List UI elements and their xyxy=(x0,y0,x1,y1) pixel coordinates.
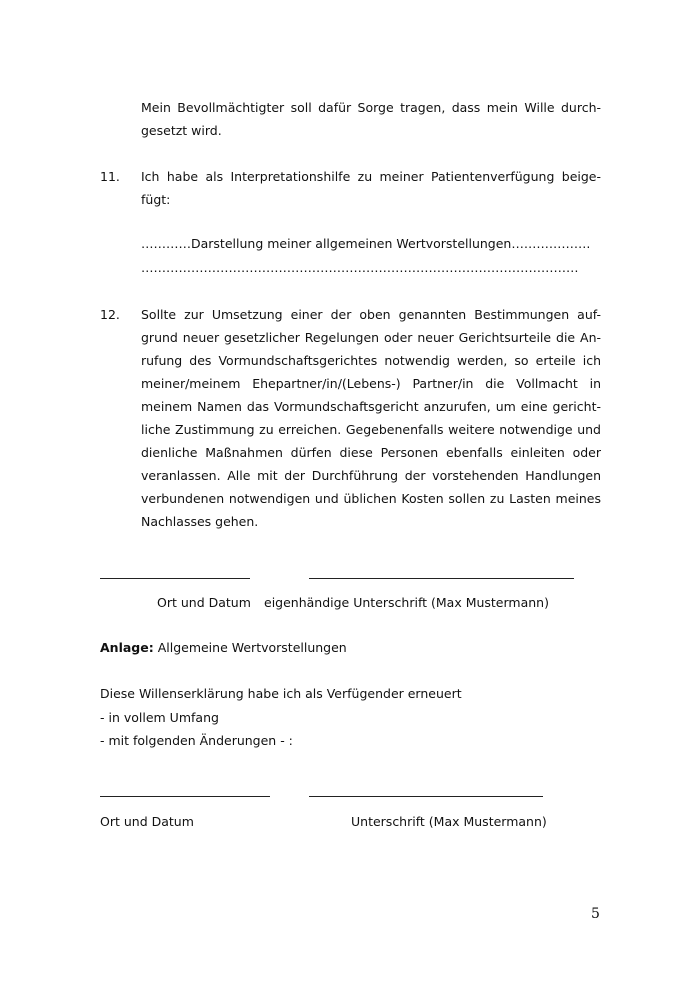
item-12-line-8: veranlassen. Alle mit der Durchführung der vorstehenden Handlungen xyxy=(141,468,601,483)
renewal-line-2: - in vollem Umfang xyxy=(100,710,219,725)
item-12-line-10: Nachlasses gehen. xyxy=(141,514,259,529)
item-11-number: 11. xyxy=(100,169,120,184)
renewal-line-3: - mit folgenden Änderungen - : xyxy=(100,733,293,748)
place-date-signature-line-2 xyxy=(100,796,270,797)
signature-label-2: Unterschrift (Max Mustermann) xyxy=(351,814,547,829)
item-11-paragraph xyxy=(141,165,601,211)
intro-line-1: Mein Bevollmächtigter soll dafür Sorge tragen, dass mein Wille durch- xyxy=(141,100,601,115)
item-12-line-3: rufung des Vormundschaftsgerichtes notwendig werden, so erteile ich xyxy=(141,353,601,368)
place-date-signature-line-1 xyxy=(100,578,250,579)
place-date-label-1: Ort und Datum xyxy=(157,595,251,610)
item-12-line-5: meinem Namen das Vormundschaftsgericht anzurufen, um eine gericht- xyxy=(141,399,601,414)
attachment-label: Anlage: xyxy=(100,640,154,655)
item-11-line-2: fügt: xyxy=(141,192,171,207)
item-12-paragraph xyxy=(141,303,601,533)
item-11-dotted-line-1: …………Darstellung meiner allgemeinen Wertvorstellungen………………. xyxy=(141,236,591,251)
signature-line-1 xyxy=(309,578,574,579)
item-11-line-1: Ich habe als Interpretationshilfe zu meiner Patientenverfügung beige- xyxy=(141,169,601,184)
item-12-number: 12. xyxy=(100,307,120,322)
intro-line-2: gesetzt wird. xyxy=(141,123,222,138)
item-12-line-2: grund neuer gesetzlicher Regelungen oder neuer Gerichtsurteile die An- xyxy=(141,330,601,345)
page-number: 5 xyxy=(591,906,600,922)
item-12-line-7: dienliche Maßnahmen dürfen diese Personen ebenfalls einleiten oder xyxy=(141,445,601,460)
item-11-dotted-line-2: …………………………………………………………………………………………… xyxy=(141,260,579,275)
intro-paragraph xyxy=(141,96,601,142)
renewal-line-1: Diese Willenserklärung habe ich als Verfügender erneuert xyxy=(100,686,462,701)
attachment-text: Allgemeine Wertvorstellungen xyxy=(153,640,347,655)
attachment-line xyxy=(100,640,347,655)
item-12-line-4: meiner/meinem Ehepartner/in/(Lebens-) Partner/in die Vollmacht in xyxy=(141,376,601,391)
place-date-label-2: Ort und Datum xyxy=(100,814,194,829)
signature-line-2 xyxy=(309,796,543,797)
item-12-line-1: Sollte zur Umsetzung einer der oben genannten Bestimmungen auf- xyxy=(141,307,601,322)
item-12-line-6: liche Zustimmung zu erreichen. Gegebenenfalls weitere notwendige und xyxy=(141,422,601,437)
item-12-line-9: verbundenen notwendigen und üblichen Kosten sollen zu Lasten meines xyxy=(141,491,601,506)
signature-label-1: eigenhändige Unterschrift (Max Mustermann) xyxy=(264,595,549,610)
